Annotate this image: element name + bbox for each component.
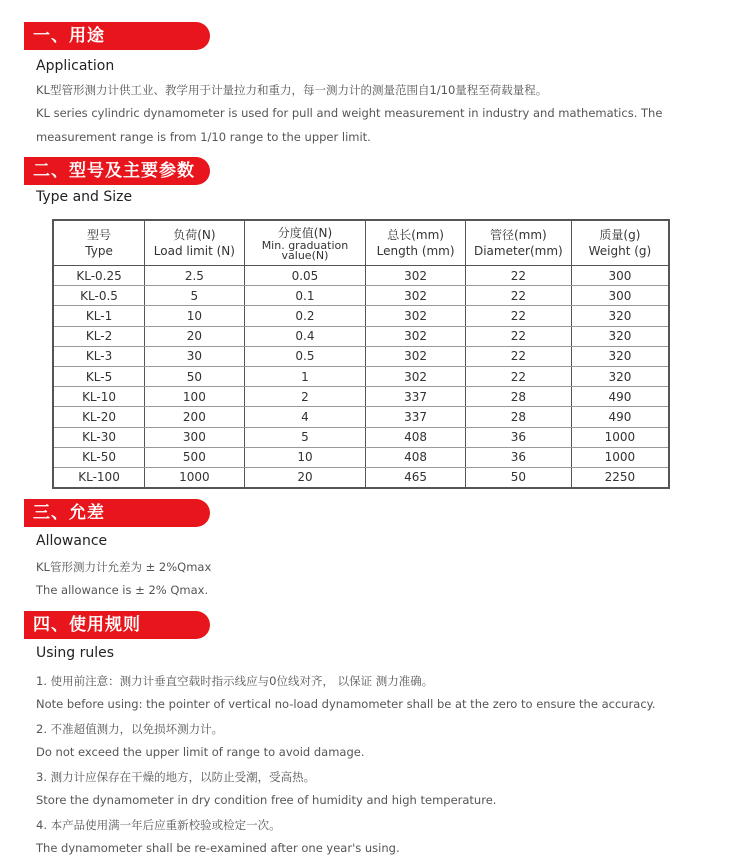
section-banner-using-rules: 四、使用规则 [24,611,210,639]
cell-diameter: 22 [465,306,571,326]
section-banner-type-size: 二、型号及主要参数 [24,157,210,185]
cell-length: 302 [366,266,466,286]
header-type [53,220,145,266]
cell-graduation: 0.4 [244,326,366,346]
table-row [53,387,669,407]
cell-length: 408 [366,447,466,467]
cell-diameter: 50 [465,467,571,488]
cell-load: 50 [145,366,245,386]
cell-load: 20 [145,326,245,346]
cell-type: KL-1 [53,306,145,326]
cell-weight: 490 [571,387,669,407]
table-row [53,326,669,346]
spec-table [52,219,670,489]
table-row [53,306,669,326]
cell-graduation: 1 [244,366,366,386]
cell-weight: 320 [571,366,669,386]
table-row [53,366,669,386]
table-row [53,467,669,488]
cell-weight: 300 [571,266,669,286]
header-diameter-cn: 管径(mm) [489,228,547,242]
cell-graduation: 0.05 [244,266,366,286]
cell-type: KL-3 [53,346,145,366]
allowance-text-en: The allowance is ± 2% Qmax. [36,583,209,597]
section-subtitle-application: Application [36,58,115,74]
header-weight [571,220,669,266]
cell-load: 2.5 [145,266,245,286]
header-diameter [465,220,571,266]
section-subtitle-allowance: Allowance [36,533,108,549]
cell-type: KL-0.25 [53,266,145,286]
cell-diameter: 22 [465,266,571,286]
cell-weight: 490 [571,407,669,427]
cell-weight: 320 [571,346,669,366]
cell-type: KL-30 [53,427,145,447]
cell-diameter: 36 [465,427,571,447]
header-type-en: Type [85,244,113,258]
section-subtitle-type-size: Type and Size [36,189,133,205]
cell-load: 200 [145,407,245,427]
table-row [53,286,669,306]
cell-length: 408 [366,427,466,447]
cell-length: 465 [366,467,466,488]
table-row [53,447,669,467]
header-graduation-en2: value(N) [281,249,329,262]
cell-graduation: 2 [244,387,366,407]
header-length-cn: 总长(mm) [387,228,444,242]
section-banner-allowance: 三、允差 [24,499,210,527]
cell-weight: 300 [571,286,669,306]
header-graduation [244,220,366,266]
header-load [145,220,245,266]
cell-weight: 320 [571,306,669,326]
rule-3-cn: 3. 测力计应保存在干燥的地方，以防止受潮，受高热。 [36,770,316,784]
cell-diameter: 22 [465,326,571,346]
cell-type: KL-10 [53,387,145,407]
header-type-cn: 型号 [87,228,112,242]
cell-type: KL-20 [53,407,145,427]
cell-length: 302 [366,346,466,366]
cell-diameter: 22 [465,346,571,366]
cell-load: 500 [145,447,245,467]
cell-type: KL-2 [53,326,145,346]
cell-graduation: 0.2 [244,306,366,326]
header-length-en: Length (mm) [376,244,455,258]
cell-graduation: 4 [244,407,366,427]
header-weight-en: Weight (g) [588,244,652,258]
cell-type: KL-5 [53,366,145,386]
table-row [53,266,669,286]
cell-type: KL-0.5 [53,286,145,306]
header-length [366,220,466,266]
cell-weight: 1000 [571,447,669,467]
cell-diameter: 28 [465,387,571,407]
application-text-en-2: measurement range is from 1/10 range to the upper limit. [36,130,371,144]
rule-1-en: Note before using: the pointer of vertical no-load dynamometer shall be at the zero to ensure the accuracy. [36,697,656,711]
header-load-en: Load limit (N) [153,244,235,258]
rule-4-cn: 4. 本产品使用满一年后应重新校验或检定一次。 [36,818,281,832]
application-text-cn: KL型管形测力计供工业、教学用于计量拉力和重力，每一测力计的测量范围自1/10量程至荷载量程。 [36,83,548,97]
cell-diameter: 36 [465,447,571,467]
rule-3-en: Store the dynamometer in dry condition free of humidity and high temperature. [36,793,497,807]
table-row [53,407,669,427]
cell-diameter: 22 [465,366,571,386]
rule-2-en: Do not exceed the upper limit of range to avoid damage. [36,745,365,759]
cell-graduation: 0.1 [244,286,366,306]
rule-4-en: The dynamometer shall be re-examined after one year's using. [36,841,400,855]
cell-load: 1000 [145,467,245,488]
allowance-text-cn: KL管形测力计允差为 ± 2%Qmax [36,560,212,574]
rule-2-cn: 2. 不准超值测力，以免损坏测力计。 [36,722,224,736]
cell-weight: 320 [571,326,669,346]
cell-graduation: 20 [244,467,366,488]
section-banner-application: 一、用途 [24,22,210,50]
header-graduation-cn: 分度值(N) [277,226,333,240]
cell-load: 300 [145,427,245,447]
cell-length: 302 [366,366,466,386]
header-diameter-en: Diameter(mm) [473,244,563,258]
cell-load: 30 [145,346,245,366]
rule-1-cn: 1. 使用前注意：测力计垂直空载时指示线应与0位线对齐， 以保证 测力准确。 [36,674,434,688]
cell-graduation: 10 [244,447,366,467]
table-row [53,346,669,366]
cell-length: 337 [366,387,466,407]
cell-length: 302 [366,326,466,346]
cell-load: 5 [145,286,245,306]
cell-diameter: 22 [465,286,571,306]
header-graduation-en1: Min. graduation [261,239,349,252]
application-text-en-1: KL series cylindric dynamometer is used for pull and weight measurement in industry and mathematics. The [36,106,663,120]
table-header-row [53,220,669,266]
cell-load: 100 [145,387,245,407]
cell-weight: 1000 [571,427,669,447]
cell-diameter: 28 [465,407,571,427]
cell-load: 10 [145,306,245,326]
cell-length: 302 [366,286,466,306]
section-subtitle-using-rules: Using rules [36,645,115,661]
table-row [53,427,669,447]
header-load-cn: 负荷(N) [173,228,216,242]
cell-weight: 2250 [571,467,669,488]
cell-graduation: 0.5 [244,346,366,366]
cell-type: KL-100 [53,467,145,488]
header-weight-cn: 质量(g) [599,228,641,242]
cell-graduation: 5 [244,427,366,447]
cell-type: KL-50 [53,447,145,467]
cell-length: 337 [366,407,466,427]
cell-length: 302 [366,306,466,326]
